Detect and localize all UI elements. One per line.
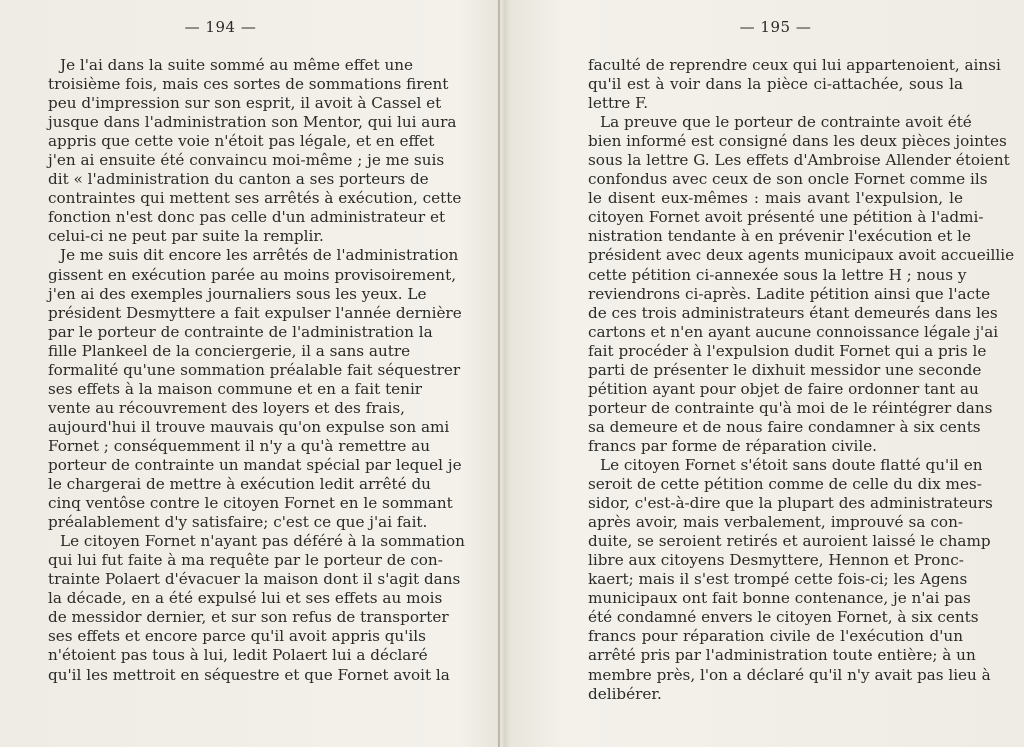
left-page <box>48 0 465 747</box>
text-line: parti de présenter le dixhuit messidor une seconde <box>588 360 982 379</box>
text-line: de ces trois administrateurs étant demeurés dans les <box>588 303 998 322</box>
right-page-text <box>588 56 1015 704</box>
text-line: trainte Polaert d'évacuer la maison dont il s'agit dans <box>48 570 461 589</box>
text-line: jusque dans l'administration son Mentor, qui lui aura <box>48 113 457 132</box>
text-line: citoyen Fornet avoit présenté une pétition à l'admi- <box>588 208 984 227</box>
text-line: membre près, l'on a déclaré qu'il n'y avait pas lieu à <box>588 665 991 684</box>
text-line: cinq ventôse contre le citoyen Fornet en le sommant <box>48 494 453 513</box>
text-line: kaert; mais il s'est trompé cette fois-ci; les Agens <box>588 570 968 589</box>
text-line: préalablement d'y satisfaire; c'est ce que j'ai fait. <box>48 513 428 532</box>
text-line: francs pour réparation civile de l'exécution d'un <box>588 627 963 646</box>
text-line: bien informé est consigné dans les deux pièces jointes <box>588 132 1007 151</box>
text-line: gissent en exécution parée au moins provisoirement, <box>48 265 457 284</box>
text-line: ses effets et encore parce qu'il avoit appris qu'ils <box>48 627 426 646</box>
text-line: sous la lettre G. Les effets d'Ambroise Allender étoient <box>588 151 1010 170</box>
text-line: porteur de contrainte qu'à moi de le réintégrer dans <box>588 398 993 417</box>
text-line: sidor, c'est-à-dire que la plupart des administrateurs <box>588 494 993 513</box>
text-line: Fornet ; conséquemment il n'y a qu'à remettre au <box>48 436 431 455</box>
text-line: j'en ai ensuite été convaincu moi-même ; je me suis <box>48 151 445 170</box>
text-line: seroit de cette pétition comme de celle du dix mes- <box>588 475 982 494</box>
text-line: porteur de contrainte un mandat spécial par lequel je <box>48 455 462 474</box>
text-line: qu'il les mettroit en séquestre et que Fornet avoit la <box>48 665 450 684</box>
text-line: faculté de reprendre ceux qui lui appartenoient, ainsi <box>588 56 1001 74</box>
text-line: par le porteur de contrainte de l'administration la <box>48 322 433 341</box>
text-line: le disent eux-mêmes : mais avant l'expulsion, le <box>588 189 963 208</box>
text-line: arrêté pris par l'administration toute entière; à un <box>588 646 976 665</box>
text-line: nistration tendante à en prévenir l'exécution et le <box>588 227 971 246</box>
text-line: Le citoyen Fornet n'ayant pas déféré à la sommation <box>60 532 465 551</box>
page-number-left: — 194 — <box>184 18 257 36</box>
text-line: Le citoyen Fornet s'étoit sans doute flatté qu'il en <box>600 455 983 474</box>
text-line: après avoir, mais verbalement, improuvé sa con- <box>588 513 963 532</box>
text-line: sa demeure et de nous faire condamner à six cents <box>588 417 981 436</box>
text-line: Je l'ai dans la suite sommé au même effet une <box>60 56 414 74</box>
book-gutter <box>498 0 500 747</box>
text-line: duite, se seroient retirés et auroient laissé le champ <box>588 532 991 551</box>
text-line: n'étoient pas tous à lui, ledit Polaert lui a déclaré <box>48 646 428 665</box>
text-line: fille Plankeel de la conciergerie, il a sans autre <box>48 341 411 360</box>
text-line: libre aux citoyens Desmyttere, Hennon et Pronc- <box>588 551 964 570</box>
text-line: le chargerai de mettre à exécution ledit arrêté du <box>48 475 431 494</box>
text-line: vente au récouvrement des loyers et des frais, <box>48 398 405 417</box>
text-line: francs par forme de réparation civile. <box>588 436 878 455</box>
text-line: j'en ai des exemples journaliers sous les yeux. Le <box>48 284 427 303</box>
text-line: formalité qu'une sommation préalable fait séquestrer <box>48 360 461 379</box>
text-line: de messidor dernier, et sur son refus de transporter <box>48 608 449 627</box>
text-line: appris que cette voie n'étoit pas légale, et en effet <box>48 132 435 151</box>
text-line: président Desmyttere a fait expulser l'année dernière <box>48 303 462 322</box>
text-line: la décade, en a été expulsé lui et ses effets au mois <box>48 589 443 608</box>
text-line: aujourd'hui il trouve mauvais qu'on expulse son ami <box>48 417 450 436</box>
text-line: été condamné envers le citoyen Fornet, à six cents <box>588 608 979 627</box>
text-line: reviendrons ci-après. Ladite pétition ainsi que l'acte <box>588 284 991 303</box>
text-line: La preuve que le porteur de contrainte avoit été <box>600 113 972 132</box>
text-line: ses effets à la maison commune et en a fait tenir <box>48 379 423 398</box>
text-line: troisième fois, mais ces sortes de sommations firent <box>48 75 449 94</box>
text-line: lettre F. <box>588 94 649 113</box>
text-line: qu'il est à voir dans la pièce ci-attachée, sous la <box>588 75 963 94</box>
text-line: confondus avec ceux de son oncle Fornet comme ils <box>588 170 988 189</box>
text-line: Je me suis dit encore les arrêtés de l'administration <box>60 246 459 265</box>
text-line: cette pétition ci-annexée sous la lettre H ; nous y <box>588 265 967 284</box>
text-line: municipaux ont fait bonne contenance, je n'ai pas <box>588 589 971 608</box>
text-line: pétition ayant pour objet de faire ordonner tant au <box>588 379 979 398</box>
text-line: fonction n'est donc pas celle d'un administrateur et <box>48 208 446 227</box>
text-line: dit « l'administration du canton a ses porteurs de <box>48 170 429 189</box>
text-line: celui-ci ne peut par suite la remplir. <box>48 227 324 246</box>
text-line: cartons et n'en ayant aucune connoissance légale j'ai <box>588 322 999 341</box>
page-number-right: — 195 — <box>739 18 812 36</box>
text-line: contraintes qui mettent ses arrêtés à exécution, cette <box>48 189 462 208</box>
text-line: delibérer. <box>588 684 662 703</box>
text-line: fait procéder à l'expulsion dudit Fornet qui a pris le <box>588 341 987 360</box>
text-line: président avec deux agents municipaux avoit accueillie <box>588 246 1015 265</box>
text-line: qui lui fut faite à ma requête par le porteur de con- <box>48 551 443 570</box>
left-page-text <box>48 56 465 685</box>
right-page <box>588 0 1015 747</box>
text-line: peu d'impression sur son esprit, il avoit à Cassel et <box>48 94 442 113</box>
